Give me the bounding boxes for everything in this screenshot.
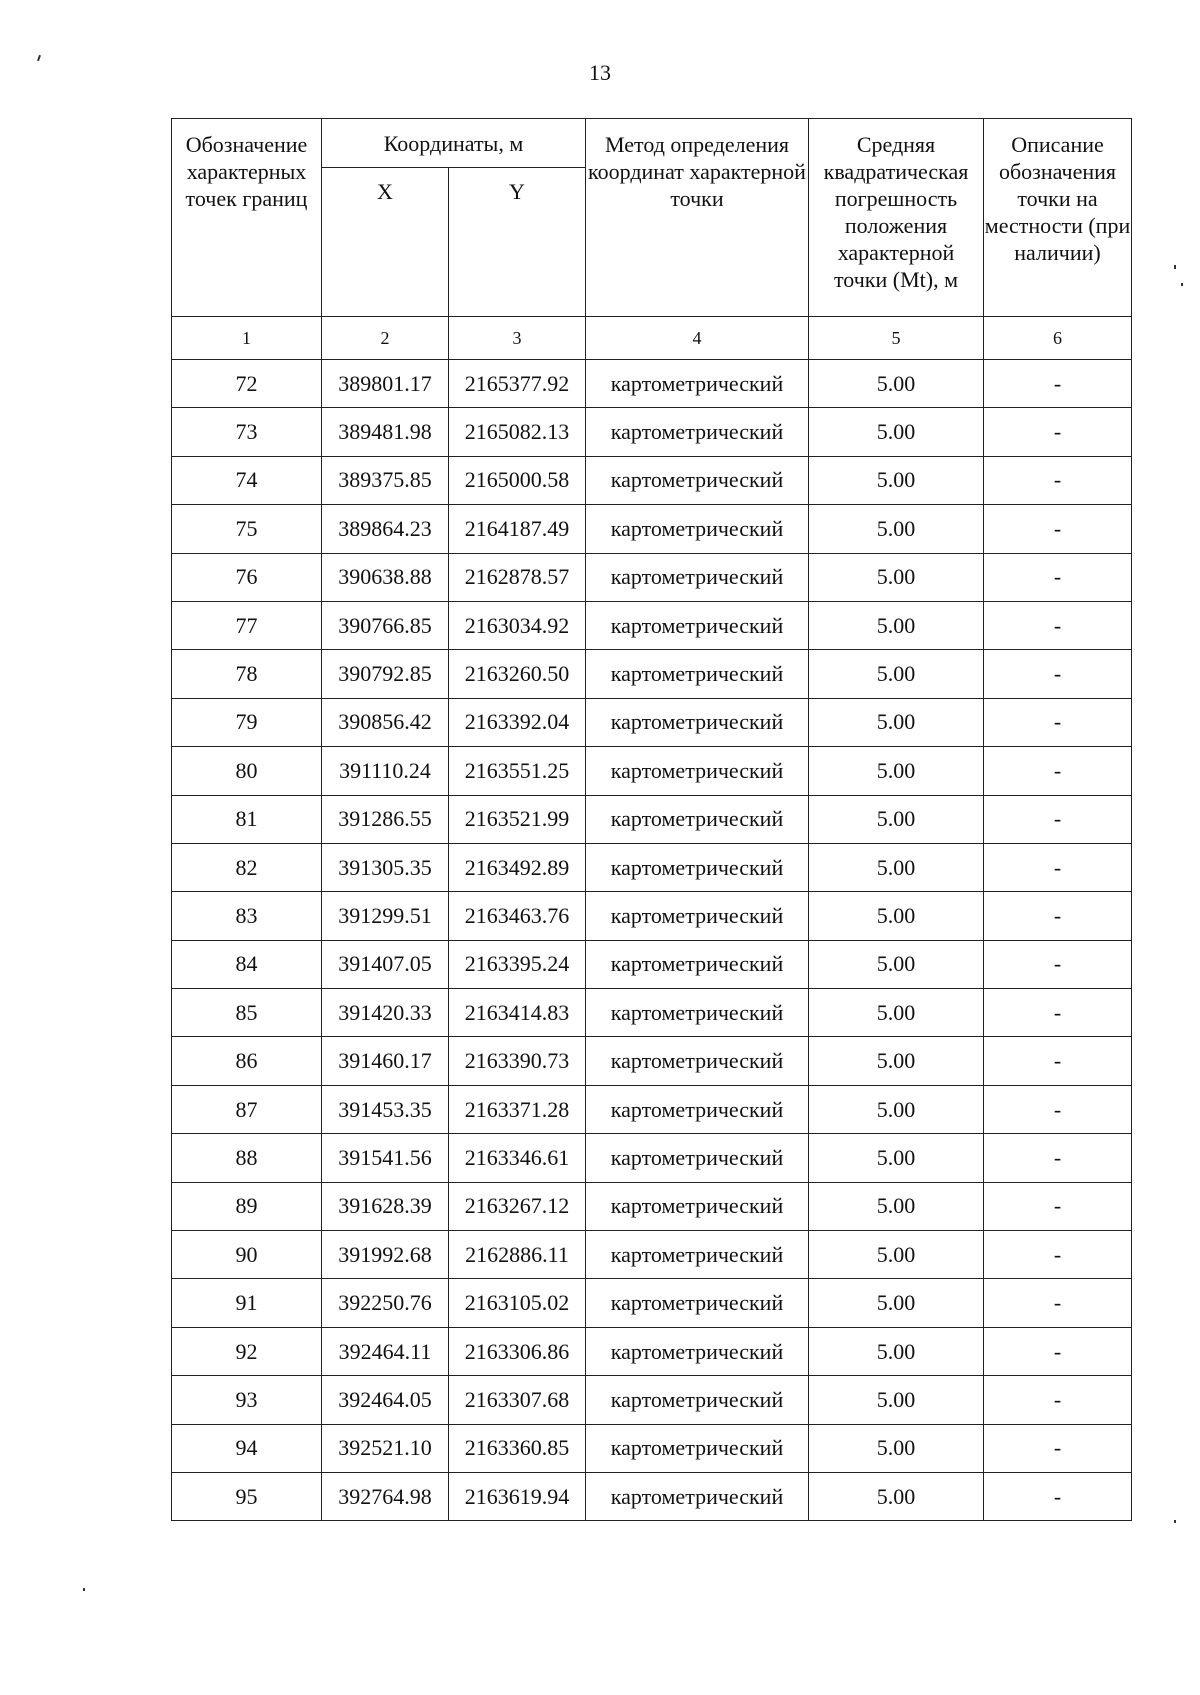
table-row xyxy=(172,1376,1132,1424)
x-coordinate-cell: 391992.68 xyxy=(322,1231,449,1279)
description-cell: - xyxy=(984,843,1132,891)
error-cell: 5.00 xyxy=(809,698,984,746)
point-cell: 74 xyxy=(172,456,322,504)
error-cell: 5.00 xyxy=(809,989,984,1037)
y-coordinate-cell: 2163034.92 xyxy=(449,601,586,649)
x-coordinate-cell: 389481.98 xyxy=(322,408,449,456)
column-numbers-row xyxy=(172,317,1132,360)
column-number: 4 xyxy=(586,317,809,360)
point-cell: 73 xyxy=(172,408,322,456)
point-cell: 94 xyxy=(172,1424,322,1472)
error-cell: 5.00 xyxy=(809,1424,984,1472)
error-cell: 5.00 xyxy=(809,505,984,553)
error-cell: 5.00 xyxy=(809,456,984,504)
x-coordinate-cell: 389864.23 xyxy=(322,505,449,553)
y-coordinate-cell: 2163551.25 xyxy=(449,747,586,795)
y-coordinate-cell: 2163390.73 xyxy=(449,1037,586,1085)
y-coordinate-cell: 2163414.83 xyxy=(449,989,586,1037)
x-coordinate-cell: 392250.76 xyxy=(322,1279,449,1327)
x-coordinate-cell: 391299.51 xyxy=(322,892,449,940)
table-row xyxy=(172,795,1132,843)
method-cell: картометрический xyxy=(586,408,809,456)
error-cell: 5.00 xyxy=(809,795,984,843)
point-cell: 89 xyxy=(172,1182,322,1230)
point-cell: 88 xyxy=(172,1134,322,1182)
error-cell: 5.00 xyxy=(809,940,984,988)
y-coordinate-cell: 2163463.76 xyxy=(449,892,586,940)
description-cell: - xyxy=(984,1085,1132,1133)
description-cell: - xyxy=(984,1134,1132,1182)
column-number: 1 xyxy=(172,317,322,360)
point-cell: 86 xyxy=(172,1037,322,1085)
description-cell: - xyxy=(984,747,1132,795)
point-cell: 79 xyxy=(172,698,322,746)
point-cell: 93 xyxy=(172,1376,322,1424)
boundary-points-table xyxy=(171,118,1132,1521)
description-cell: - xyxy=(984,1472,1132,1520)
table-row xyxy=(172,747,1132,795)
table-row xyxy=(172,1424,1132,1472)
error-cell: 5.00 xyxy=(809,650,984,698)
error-cell: 5.00 xyxy=(809,1327,984,1375)
method-cell: картометрический xyxy=(586,650,809,698)
description-cell: - xyxy=(984,1376,1132,1424)
method-cell: картометрический xyxy=(586,989,809,1037)
table-row xyxy=(172,1182,1132,1230)
point-cell: 76 xyxy=(172,553,322,601)
y-coordinate-cell: 2165082.13 xyxy=(449,408,586,456)
table-header xyxy=(172,119,1132,360)
x-coordinate-cell: 392464.05 xyxy=(322,1376,449,1424)
table-row xyxy=(172,892,1132,940)
x-coordinate-cell: 391286.55 xyxy=(322,795,449,843)
x-coordinate-cell: 391420.33 xyxy=(322,989,449,1037)
table-row xyxy=(172,1327,1132,1375)
table-row xyxy=(172,601,1132,649)
column-number: 6 xyxy=(984,317,1132,360)
description-cell: - xyxy=(984,1037,1132,1085)
method-cell: картометрический xyxy=(586,1279,809,1327)
error-cell: 5.00 xyxy=(809,1279,984,1327)
description-cell: - xyxy=(984,940,1132,988)
point-cell: 83 xyxy=(172,892,322,940)
method-cell: картометрический xyxy=(586,1472,809,1520)
table-row xyxy=(172,650,1132,698)
error-cell: 5.00 xyxy=(809,1182,984,1230)
y-coordinate-cell: 2163492.89 xyxy=(449,843,586,891)
description-cell: - xyxy=(984,456,1132,504)
y-coordinate-cell: 2163395.24 xyxy=(449,940,586,988)
method-cell: картометрический xyxy=(586,1085,809,1133)
column-number: 2 xyxy=(322,317,449,360)
header-description: Описание обозначения точки на местности (при наличии) xyxy=(984,119,1132,317)
table-row xyxy=(172,456,1132,504)
y-coordinate-cell: 2164187.49 xyxy=(449,505,586,553)
x-coordinate-cell: 390792.85 xyxy=(322,650,449,698)
y-coordinate-cell: 2162878.57 xyxy=(449,553,586,601)
error-cell: 5.00 xyxy=(809,1134,984,1182)
error-cell: 5.00 xyxy=(809,408,984,456)
description-cell: - xyxy=(984,698,1132,746)
point-cell: 81 xyxy=(172,795,322,843)
x-coordinate-cell: 391453.35 xyxy=(322,1085,449,1133)
method-cell: картометрический xyxy=(586,843,809,891)
scan-mark xyxy=(83,1588,85,1591)
error-cell: 5.00 xyxy=(809,892,984,940)
x-coordinate-cell: 391305.35 xyxy=(322,843,449,891)
error-cell: 5.00 xyxy=(809,843,984,891)
point-cell: 80 xyxy=(172,747,322,795)
error-cell: 5.00 xyxy=(809,553,984,601)
x-coordinate-cell: 390638.88 xyxy=(322,553,449,601)
y-coordinate-cell: 2165000.58 xyxy=(449,456,586,504)
header-error: Средняя квадратическая погрешность положения характерной точки (Mt), м xyxy=(809,119,984,317)
point-cell: 95 xyxy=(172,1472,322,1520)
scan-mark xyxy=(1174,1520,1176,1523)
header-x: X xyxy=(322,168,449,317)
table-row xyxy=(172,1134,1132,1182)
description-cell: - xyxy=(984,601,1132,649)
error-cell: 5.00 xyxy=(809,1376,984,1424)
description-cell: - xyxy=(984,1231,1132,1279)
description-cell: - xyxy=(984,650,1132,698)
point-cell: 87 xyxy=(172,1085,322,1133)
table-row xyxy=(172,1472,1132,1520)
y-coordinate-cell: 2163521.99 xyxy=(449,795,586,843)
scan-mark xyxy=(1174,265,1176,269)
x-coordinate-cell: 391628.39 xyxy=(322,1182,449,1230)
method-cell: картометрический xyxy=(586,1182,809,1230)
table-row xyxy=(172,1037,1132,1085)
y-coordinate-cell: 2163267.12 xyxy=(449,1182,586,1230)
table-row xyxy=(172,940,1132,988)
description-cell: - xyxy=(984,360,1132,408)
y-coordinate-cell: 2163260.50 xyxy=(449,650,586,698)
x-coordinate-cell: 391110.24 xyxy=(322,747,449,795)
table-body xyxy=(172,360,1132,1521)
x-coordinate-cell: 391541.56 xyxy=(322,1134,449,1182)
error-cell: 5.00 xyxy=(809,747,984,795)
x-coordinate-cell: 389801.17 xyxy=(322,360,449,408)
x-coordinate-cell: 389375.85 xyxy=(322,456,449,504)
point-cell: 84 xyxy=(172,940,322,988)
point-cell: 82 xyxy=(172,843,322,891)
y-coordinate-cell: 2165377.92 xyxy=(449,360,586,408)
method-cell: картометрический xyxy=(586,795,809,843)
header-point: Обозначение характерных точек границ xyxy=(172,119,322,317)
error-cell: 5.00 xyxy=(809,1085,984,1133)
y-coordinate-cell: 2163307.68 xyxy=(449,1376,586,1424)
method-cell: картометрический xyxy=(586,892,809,940)
table-row xyxy=(172,989,1132,1037)
x-coordinate-cell: 391460.17 xyxy=(322,1037,449,1085)
table-row xyxy=(172,698,1132,746)
table-row xyxy=(172,1279,1132,1327)
description-cell: - xyxy=(984,1279,1132,1327)
description-cell: - xyxy=(984,1182,1132,1230)
x-coordinate-cell: 392521.10 xyxy=(322,1424,449,1472)
page-number: 13 xyxy=(589,60,611,85)
y-coordinate-cell: 2163360.85 xyxy=(449,1424,586,1472)
table-row xyxy=(172,360,1132,408)
description-cell: - xyxy=(984,795,1132,843)
y-coordinate-cell: 2163371.28 xyxy=(449,1085,586,1133)
point-cell: 72 xyxy=(172,360,322,408)
x-coordinate-cell: 390766.85 xyxy=(322,601,449,649)
x-coordinate-cell: 391407.05 xyxy=(322,940,449,988)
y-coordinate-cell: 2162886.11 xyxy=(449,1231,586,1279)
method-cell: картометрический xyxy=(586,360,809,408)
error-cell: 5.00 xyxy=(809,1037,984,1085)
method-cell: картометрический xyxy=(586,601,809,649)
column-number: 3 xyxy=(449,317,586,360)
table-row xyxy=(172,843,1132,891)
method-cell: картометрический xyxy=(586,505,809,553)
error-cell: 5.00 xyxy=(809,601,984,649)
table-row xyxy=(172,553,1132,601)
description-cell: - xyxy=(984,892,1132,940)
description-cell: - xyxy=(984,505,1132,553)
description-cell: - xyxy=(984,553,1132,601)
x-coordinate-cell: 390856.42 xyxy=(322,698,449,746)
x-coordinate-cell: 392764.98 xyxy=(322,1472,449,1520)
y-coordinate-cell: 2163619.94 xyxy=(449,1472,586,1520)
error-cell: 5.00 xyxy=(809,360,984,408)
method-cell: картометрический xyxy=(586,1376,809,1424)
point-cell: 85 xyxy=(172,989,322,1037)
method-cell: картометрический xyxy=(586,553,809,601)
point-cell: 92 xyxy=(172,1327,322,1375)
table-row xyxy=(172,1085,1132,1133)
header-y: Y xyxy=(449,168,586,317)
method-cell: картометрический xyxy=(586,1134,809,1182)
point-cell: 90 xyxy=(172,1231,322,1279)
description-cell: - xyxy=(984,989,1132,1037)
description-cell: - xyxy=(984,1424,1132,1472)
y-coordinate-cell: 2163392.04 xyxy=(449,698,586,746)
table-row xyxy=(172,1231,1132,1279)
header-coordinates: Координаты, м xyxy=(322,119,586,168)
point-cell: 78 xyxy=(172,650,322,698)
description-cell: - xyxy=(984,1327,1132,1375)
method-cell: картометрический xyxy=(586,456,809,504)
table-row xyxy=(172,408,1132,456)
method-cell: картометрический xyxy=(586,698,809,746)
point-cell: 75 xyxy=(172,505,322,553)
error-cell: 5.00 xyxy=(809,1472,984,1520)
method-cell: картометрический xyxy=(586,1231,809,1279)
point-cell: 91 xyxy=(172,1279,322,1327)
description-cell: - xyxy=(984,408,1132,456)
y-coordinate-cell: 2163105.02 xyxy=(449,1279,586,1327)
x-coordinate-cell: 392464.11 xyxy=(322,1327,449,1375)
y-coordinate-cell: 2163346.61 xyxy=(449,1134,586,1182)
method-cell: картометрический xyxy=(586,1327,809,1375)
y-coordinate-cell: 2163306.86 xyxy=(449,1327,586,1375)
method-cell: картометрический xyxy=(586,1424,809,1472)
error-cell: 5.00 xyxy=(809,1231,984,1279)
scan-mark xyxy=(1181,283,1183,286)
column-number: 5 xyxy=(809,317,984,360)
method-cell: картометрический xyxy=(586,747,809,795)
table-row xyxy=(172,505,1132,553)
method-cell: картометрический xyxy=(586,1037,809,1085)
point-cell: 77 xyxy=(172,601,322,649)
method-cell: картометрический xyxy=(586,940,809,988)
header-method: Метод определения координат характерной точки xyxy=(586,119,809,317)
